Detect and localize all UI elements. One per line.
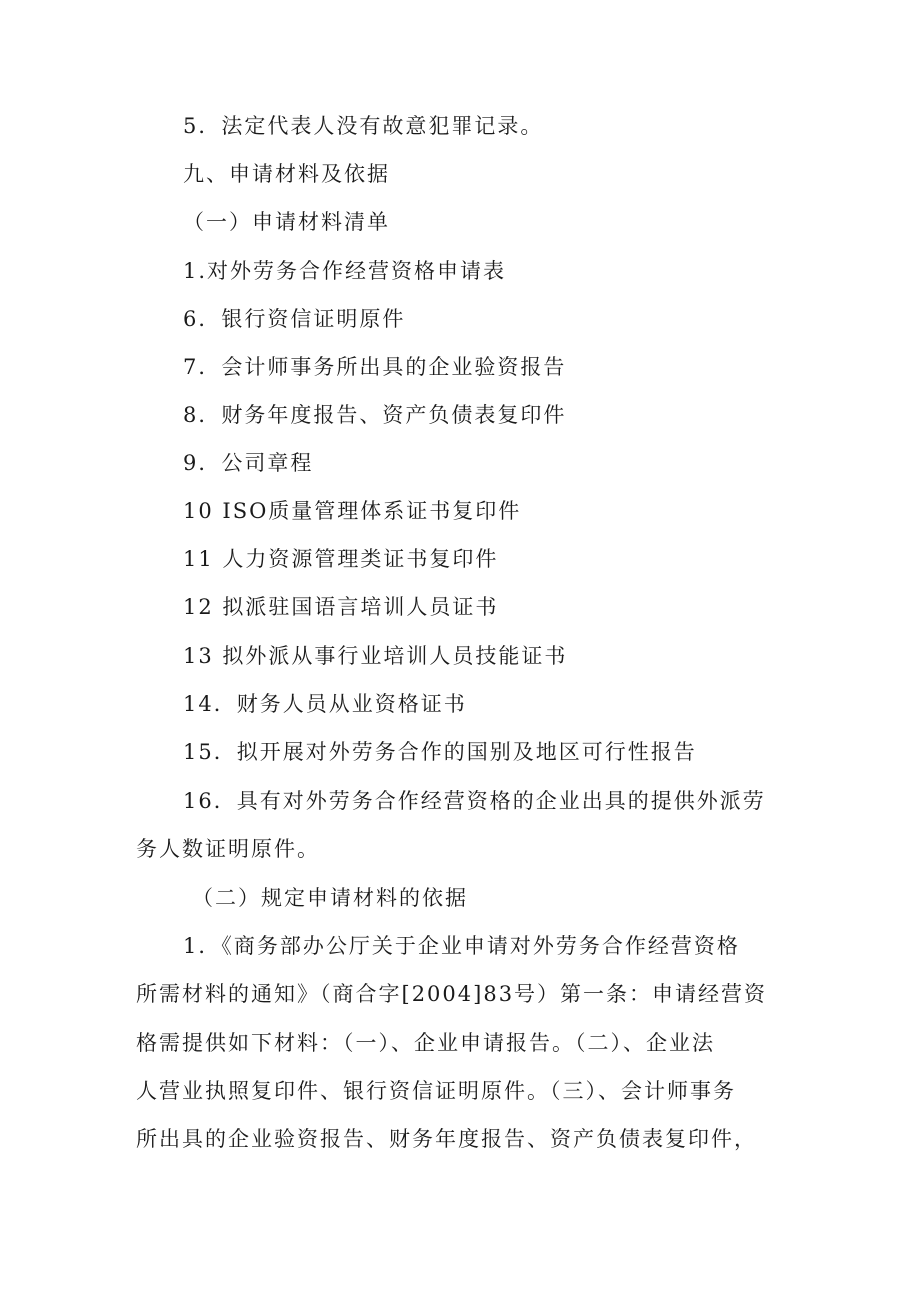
list-item: 1.对外劳务合作经营资格申请表 [183, 259, 507, 283]
list-item: 6．银行资信证明原件 [183, 307, 406, 331]
subsection-heading: （二）规定申请材料的依据 [192, 886, 468, 910]
list-item: 16．具有对外劳务合作经营资格的企业出具的提供外派劳 [183, 789, 766, 813]
section-heading: 九、申请材料及依据 [183, 162, 390, 186]
list-item: 7．会计师事务所出具的企业验资报告 [183, 355, 567, 379]
list-item: 12 拟派驻国语言培训人员证书 [183, 595, 499, 619]
paragraph-line: 1．《商务部办公厅关于企业申请对外劳务合作经营资格 [183, 934, 740, 958]
list-item: 10 ISO质量管理体系证书复印件 [183, 499, 522, 523]
paragraph-line: 所需材料的通知》（商合字[2004]83号）第一条：申请经营资 [136, 982, 768, 1006]
list-item: 8．财务年度报告、资产负债表复印件 [183, 403, 567, 427]
list-item: 9．公司章程 [183, 451, 314, 475]
list-item: 11 人力资源管理类证书复印件 [183, 547, 499, 571]
list-item: 13 拟外派从事行业培训人员技能证书 [183, 644, 568, 668]
paragraph-line: 格需提供如下材料：（一）、企业申请报告。（二）、企业法 [136, 1031, 715, 1055]
list-item: 15．拟开展对外劳务合作的国别及地区可行性报告 [183, 740, 697, 764]
paragraph-line: 所出具的企业验资报告、财务年度报告、资产负债表复印件， [136, 1127, 757, 1151]
paragraph-line: 人营业执照复印件、银行资信证明原件。（三）、会计师事务 [136, 1079, 736, 1103]
text-line: 5．法定代表人没有故意犯罪记录。 [183, 114, 544, 138]
subsection-heading: （一）申请材料清单 [183, 210, 390, 234]
list-item-continuation: 务人数证明原件。 [136, 837, 320, 861]
list-item: 14．财务人员从业资格证书 [183, 692, 467, 716]
